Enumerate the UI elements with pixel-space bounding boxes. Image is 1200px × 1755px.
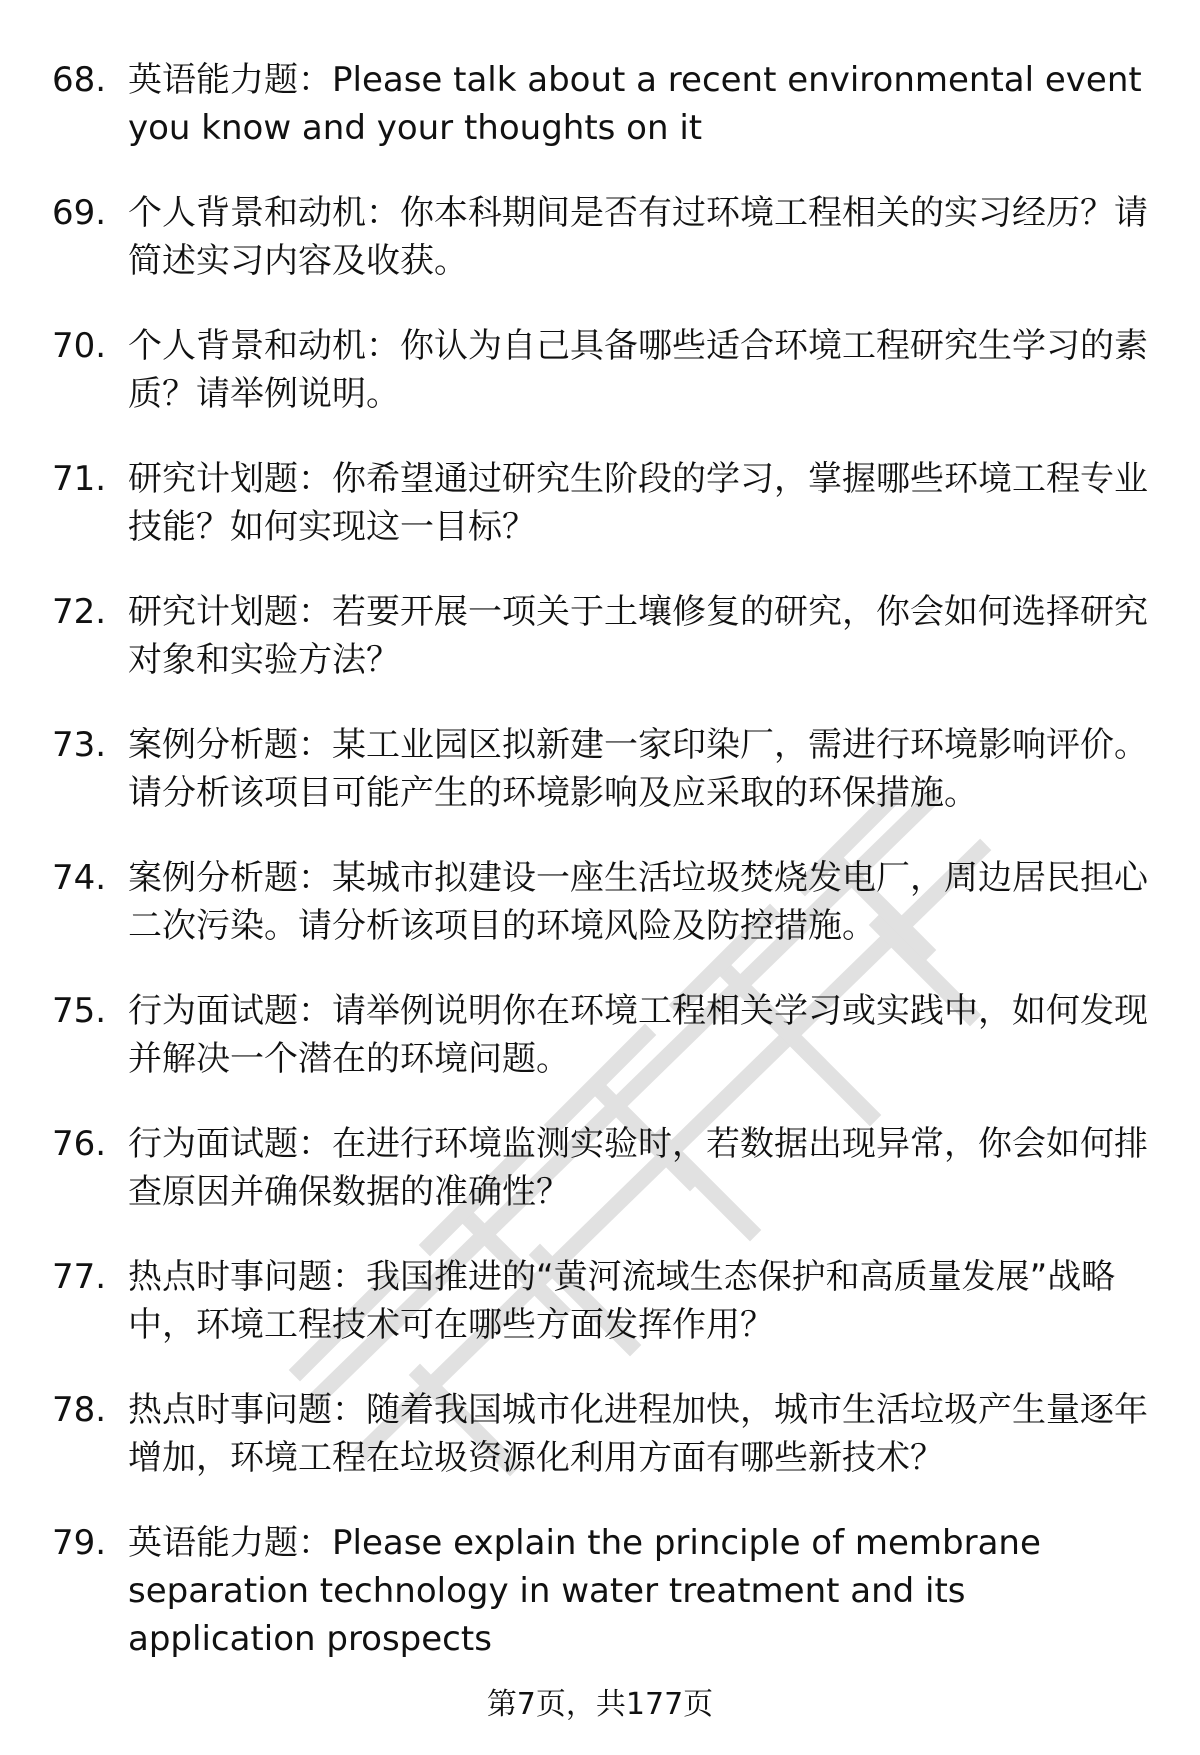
question-item — [52, 1253, 1162, 1349]
question-text: 个人背景和动机：你认为自己具备哪些适合环境工程研究生学习的素质？请举例说明。 — [128, 326, 1148, 414]
question-text: 英语能力题：Please explain the principle of membrane separation technology in water treatment and its application prospects — [128, 1523, 1041, 1659]
question-item — [52, 1386, 1162, 1482]
question-item — [52, 455, 1162, 551]
question-text: 案例分析题：某工业园区拟新建一家印染厂，需进行环境影响评价。请分析该项目可能产生的环境影响及应采取的环保措施。 — [128, 725, 1148, 813]
question-item — [52, 322, 1162, 418]
question-number: 73. — [52, 725, 107, 765]
question-number: 79. — [52, 1523, 107, 1563]
question-number: 78. — [52, 1390, 107, 1430]
question-item — [52, 721, 1162, 817]
question-number: 76. — [52, 1124, 107, 1164]
question-item — [52, 854, 1162, 950]
question-item — [52, 1120, 1162, 1216]
question-text: 英语能力题：Please talk about a recent environmental event you know and your thoughts on it — [128, 60, 1142, 148]
question-item — [52, 1519, 1162, 1663]
question-number: 72. — [52, 592, 107, 632]
question-list — [52, 56, 1162, 1700]
question-item — [52, 987, 1162, 1083]
question-text: 热点时事问题：随着我国城市化进程加快，城市生活垃圾产生量逐年增加，环境工程在垃圾资源化利用方面有哪些新技术？ — [128, 1390, 1148, 1478]
question-number: 75. — [52, 991, 107, 1031]
question-number: 68. — [52, 60, 107, 100]
question-text: 研究计划题：你希望通过研究生阶段的学习，掌握哪些环境工程专业技能？如何实现这一目标？ — [128, 459, 1148, 547]
question-number: 71. — [52, 459, 107, 499]
question-text: 热点时事问题：我国推进的“黄河流域生态保护和高质量发展”战略中，环境工程技术可在哪些方面发挥作用？ — [128, 1257, 1116, 1345]
question-text: 行为面试题：请举例说明你在环境工程相关学习或实践中，如何发现并解决一个潜在的环境问题。 — [128, 991, 1148, 1079]
page-footer: 第7页，共177页 — [486, 1687, 714, 1722]
question-number: 74. — [52, 858, 107, 898]
question-text: 个人背景和动机：你本科期间是否有过环境工程相关的实习经历？请简述实习内容及收获。 — [128, 193, 1148, 281]
question-item — [52, 588, 1162, 684]
question-number: 77. — [52, 1257, 107, 1297]
question-number: 70. — [52, 326, 107, 366]
question-number: 69. — [52, 193, 107, 233]
question-text: 案例分析题：某城市拟建设一座生活垃圾焚烧发电厂，周边居民担心二次污染。请分析该项目的环境风险及防控措施。 — [128, 858, 1148, 946]
question-text: 行为面试题：在进行环境监测实验时，若数据出现异常，你会如何排查原因并确保数据的准确性？ — [128, 1124, 1148, 1212]
question-item — [52, 56, 1162, 152]
question-text: 研究计划题：若要开展一项关于土壤修复的研究，你会如何选择研究对象和实验方法？ — [128, 592, 1148, 680]
question-item — [52, 189, 1162, 285]
